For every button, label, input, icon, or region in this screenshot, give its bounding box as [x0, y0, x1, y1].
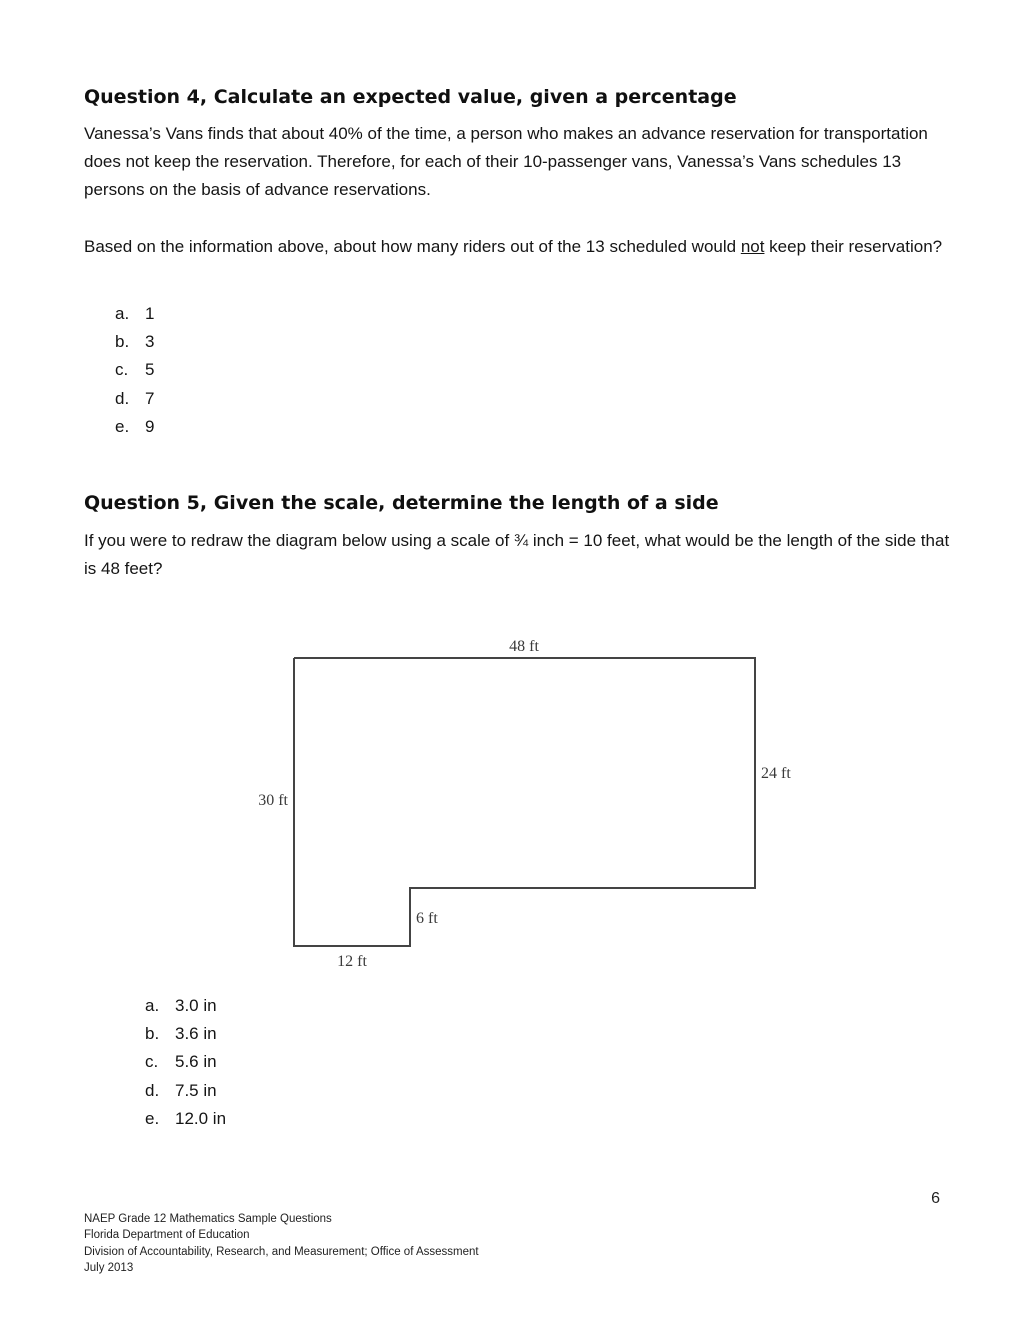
choice-text: 3.6 in [175, 1024, 217, 1044]
question-5-choices [145, 992, 226, 1133]
choice-letter: d. [145, 1080, 160, 1100]
label-step-side: 6 ft [416, 910, 438, 927]
choice-letter: a. [145, 996, 160, 1015]
choice-item [145, 1048, 226, 1076]
choice-text: 3.0 in [175, 996, 217, 1015]
choice-letter: e. [115, 416, 130, 436]
choice-letter: c. [145, 1052, 159, 1072]
question-5-heading: Question 5, Given the scale, determine the length of a side [84, 492, 719, 514]
choice-letter: d. [115, 388, 130, 408]
footer-line: Florida Department of Education [84, 1229, 250, 1242]
choice-item [145, 1105, 226, 1133]
prompt-text-before: Based on the information above, about how many riders out of the 13 scheduled would [84, 237, 741, 256]
choice-letter: e. [145, 1108, 160, 1128]
choice-text: 9 [145, 416, 155, 436]
question-4-text: Vanessa’s Vans finds that about 40% of the time, a person who makes an advance reservation for transportation does not keep the reservation. Therefore, for each of their 10-passenger vans, Vanessa’s Vans schedules 13 persons on the basis of advance reservations. [84, 124, 928, 199]
choice-item [145, 1077, 226, 1105]
choice-text: 3 [145, 332, 155, 352]
choice-text: 5 [145, 360, 155, 380]
choice-text: 12.0 in [175, 1108, 227, 1128]
choice-text: 7 [145, 388, 155, 408]
choice-item [145, 1020, 226, 1048]
choice-text: 1 [145, 304, 155, 323]
footer-line: July 2013 [84, 1261, 134, 1274]
choice-letter: b. [145, 1024, 160, 1044]
question-4-heading: Question 4, Calculate an expected value, given a percentage [84, 86, 737, 108]
page-footer [84, 1211, 479, 1276]
choice-item [145, 992, 226, 1020]
label-right-side: 24 ft [761, 765, 791, 782]
label-left-side: 30 ft [258, 792, 288, 809]
label-top-side: 48 ft [509, 638, 539, 655]
choice-letter: c. [115, 360, 129, 380]
choice-text: 5.6 in [175, 1052, 217, 1072]
prompt-underlined-word: not [740, 237, 765, 256]
question-5-text: If you were to redraw the diagram below using a scale of ¾ inch = 10 feet, what would be the length of the side that is 48 feet? [84, 531, 950, 578]
label-bottom-side: 12 ft [337, 953, 367, 970]
choice-letter: a. [115, 304, 130, 323]
footer-line: NAEP Grade 12 Mathematics Sample Questions [84, 1213, 332, 1225]
choice-text: 7.5 in [175, 1080, 217, 1100]
prompt-text-after: keep their reservation? [764, 237, 943, 256]
page-number: 6 [931, 1190, 940, 1207]
floor-plan-outline [294, 658, 755, 946]
footer-line: Division of Accountability, Research, and Measurement; Office of Assessment [84, 1245, 479, 1258]
choice-letter: b. [115, 332, 130, 352]
